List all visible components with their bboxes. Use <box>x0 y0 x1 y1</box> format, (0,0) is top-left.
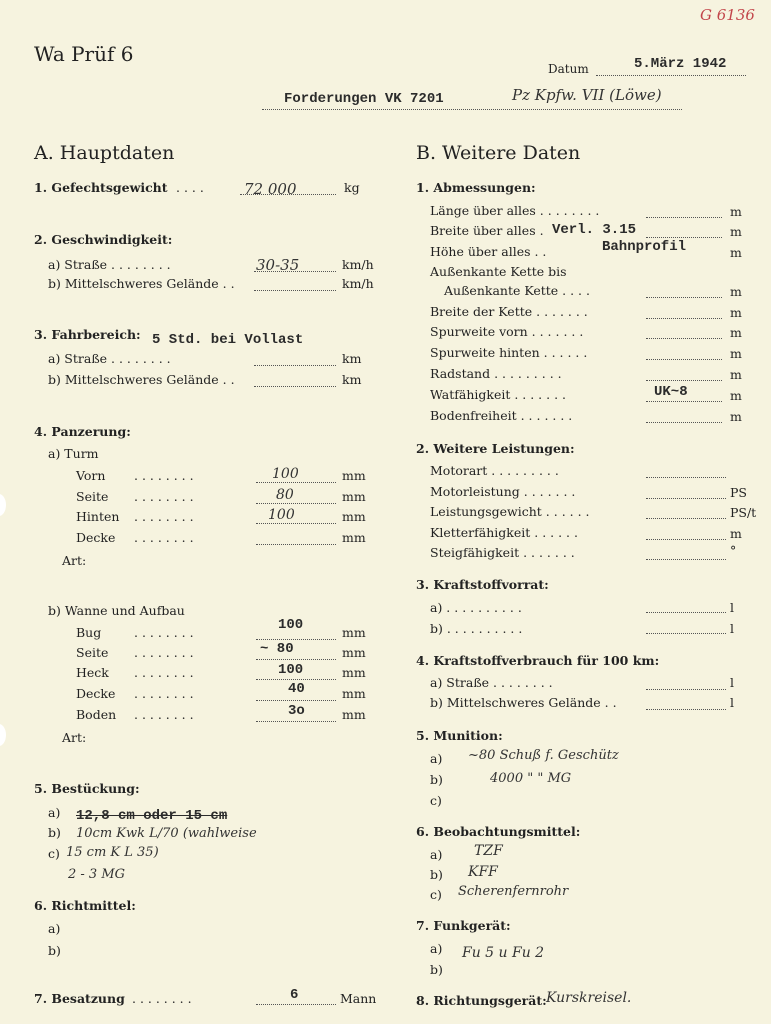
dim-wheelbase-unit: m <box>730 367 742 382</box>
armament-b-value: 10cm Kwk L/70 (wahlweise <box>76 826 257 841</box>
range-road-line <box>254 365 336 366</box>
observation-c-value: Scherenfernrohr <box>458 884 569 899</box>
aiming-a: a) <box>48 921 61 936</box>
speed-road-unit: km/h <box>342 257 374 272</box>
hull-top-line <box>256 700 336 701</box>
armor-label: 4. Panzerung: <box>34 424 131 439</box>
perf-power-line <box>646 498 726 499</box>
turret-side-value: 80 <box>276 487 294 503</box>
dim-gauge-rear-unit: m <box>730 346 742 361</box>
crew-unit: Mann <box>340 991 377 1006</box>
hull-side-label: Seite <box>76 645 109 660</box>
observation-b-value: KFF <box>468 864 498 880</box>
perf-climb-unit: m <box>730 526 742 541</box>
ammo-label: 5. Munition: <box>416 728 503 743</box>
direction-label: 8. Richtungsgerät: <box>416 993 547 1008</box>
hull-bottom-line <box>256 721 336 722</box>
turret-front-label: Vorn <box>76 468 106 483</box>
crew-dots: . . . . . . . . <box>132 991 192 1006</box>
hull-side-line <box>256 659 336 660</box>
crew-line <box>256 1004 336 1005</box>
perf-ratio-unit: PS/t <box>730 505 757 520</box>
ammo-b-value: 4000 " " MG <box>490 771 572 786</box>
dim-gauge-front-label: Spurweite vorn . . . . . . . <box>430 324 584 339</box>
dim-clearance-label: Bodenfreiheit . . . . . . . <box>430 408 573 423</box>
fuel-a: a) . . . . . . . . . . <box>430 600 522 615</box>
range-label: 3. Fahrbereich: <box>34 327 141 342</box>
hull-front-label: Bug <box>76 625 102 640</box>
dim-width-value: Verl. 3.15 <box>552 222 637 238</box>
turret-front-value: 100 <box>272 466 299 482</box>
radio-label: 7. Funkgerät: <box>416 918 511 933</box>
weight-unit: kg <box>344 180 360 195</box>
perf-engine-line <box>646 477 726 478</box>
turret-art-label: Art: <box>62 553 87 568</box>
observation-a: a) <box>430 847 443 862</box>
doc-title: Forderungen VK 7201 <box>284 91 444 107</box>
perf-power-label: Motorleistung . . . . . . . <box>430 484 576 499</box>
turret-rear-label: Hinten <box>76 509 120 524</box>
weight-label: 1. Gefechtsgewicht <box>34 180 168 195</box>
ammo-a-value: ~80 Schuß f. Geschütz <box>468 748 619 763</box>
turret-side-unit: mm <box>342 489 366 504</box>
range-terrain-unit: km <box>342 372 362 387</box>
dim-track-outer-unit: m <box>730 284 742 299</box>
speed-label: 2. Geschwindigkeit: <box>34 232 173 247</box>
perf-power-unit: PS <box>730 485 747 500</box>
dim-width-label: Breite über alles . <box>430 223 544 238</box>
dim-wheelbase-line <box>646 380 722 381</box>
armament-b-letter: b) <box>48 825 61 840</box>
punch-hole <box>0 494 6 516</box>
dim-height-unit: m <box>730 245 742 260</box>
date-value: 5.März 1942 <box>634 56 727 72</box>
weight-dots: . . . . <box>176 180 204 195</box>
consumption-terrain: b) Mittelschweres Gelände . . <box>430 695 617 710</box>
hull-bottom-value: 3o <box>288 703 305 719</box>
office-label: Wa Prüf 6 <box>34 42 134 66</box>
dim-height-value: Bahnprofil <box>602 239 687 255</box>
armament-extra: 2 - 3 MG <box>68 867 126 882</box>
date-label: Datum <box>548 62 589 76</box>
aiming-label: 6. Richtmittel: <box>34 898 136 913</box>
dim-track-outer-line <box>646 297 722 298</box>
observation-c: c) <box>430 887 442 902</box>
consumption-terrain-unit: l <box>730 695 734 710</box>
consumption-terrain-line <box>646 709 726 710</box>
hull-front-line <box>256 639 336 640</box>
consumption-road: a) Straße . . . . . . . . <box>430 675 553 690</box>
fuel-a-unit: l <box>730 600 734 615</box>
ammo-c: c) <box>430 793 442 808</box>
observation-b: b) <box>430 867 443 882</box>
dim-gauge-rear-label: Spurweite hinten . . . . . . <box>430 345 588 360</box>
fuel-a-line <box>646 612 726 613</box>
dim-clearance-line <box>646 422 722 423</box>
range-road-unit: km <box>342 351 362 366</box>
turret-side-line <box>256 503 336 504</box>
dim-fording-line <box>646 401 722 402</box>
hull-bottom-unit: mm <box>342 707 366 722</box>
speed-terrain-unit: km/h <box>342 276 374 291</box>
dim-gauge-front-unit: m <box>730 325 742 340</box>
range-road-label: a) Straße . . . . . . . . <box>48 351 171 366</box>
turret-label: a) Turm <box>48 446 99 461</box>
armament-c-value: 15 cm K L 35) <box>66 845 159 860</box>
section-b-title: B. Weitere Daten <box>416 142 581 164</box>
armament-c-letter: c) <box>48 846 60 861</box>
weight-value: 72 000 <box>244 180 297 198</box>
dim-track-outer-label: Außenkante Kette bis <box>430 264 567 279</box>
hull-side-unit: mm <box>342 645 366 660</box>
fuel-label: 3. Kraftstoffvorrat: <box>416 577 549 592</box>
perf-slope-label: Steigfähigkeit . . . . . . . <box>430 545 575 560</box>
dim-length-unit: m <box>730 204 742 219</box>
radio-value: Fu 5 u Fu 2 <box>462 945 545 961</box>
dim-track-outer-label2: Außenkante Kette . . . . <box>444 283 590 298</box>
hull-top-label: Decke <box>76 686 116 701</box>
dim-length-label: Länge über alles . . . . . . . . <box>430 203 600 218</box>
hull-art-label: Art: <box>62 730 87 745</box>
hull-front-value: 100 <box>278 617 304 633</box>
radio-a: a) <box>430 941 443 956</box>
doc-note: Pz Kpfw. VII (Löwe) <box>512 86 662 104</box>
ammo-a: a) <box>430 751 443 766</box>
range-terrain-label: b) Mittelschweres Gelände . . <box>48 372 235 387</box>
dim-fording-label: Watfähigkeit . . . . . . . <box>430 387 566 402</box>
consumption-road-line <box>646 689 726 690</box>
date-line <box>596 75 746 76</box>
archive-mark: G 6136 <box>700 6 755 24</box>
perf-climb-label: Kletterfähigkeit . . . . . . <box>430 525 578 540</box>
dim-clearance-unit: m <box>730 409 742 424</box>
perf-slope-unit: ° <box>730 543 737 558</box>
dim-width-unit: m <box>730 224 742 239</box>
range-terrain-line <box>254 386 336 387</box>
range-note: 5 Std. bei Vollast <box>152 332 304 348</box>
fuel-b-unit: l <box>730 621 734 636</box>
dim-length-line <box>646 217 722 218</box>
speed-road-label: a) Straße . . . . . . . . <box>48 257 171 272</box>
turret-front-line <box>256 482 336 483</box>
speed-road-value: 30-35 <box>256 256 300 274</box>
turret-front-unit: mm <box>342 468 366 483</box>
radio-b: b) <box>430 962 443 977</box>
hull-rear-label: Heck <box>76 665 109 680</box>
hull-top-unit: mm <box>342 686 366 701</box>
fuel-b: b) . . . . . . . . . . <box>430 621 523 636</box>
perf-slope-line <box>646 559 726 560</box>
fuel-b-line <box>646 633 726 634</box>
dim-track-width-label: Breite der Kette . . . . . . . <box>430 304 588 319</box>
hull-rear-value: 100 <box>278 662 304 678</box>
title-line <box>262 109 682 110</box>
dim-track-width-line <box>646 318 722 319</box>
hull-top-value: 40 <box>288 681 305 697</box>
consumption-road-unit: l <box>730 675 734 690</box>
ammo-b: b) <box>430 772 443 787</box>
perf-climb-line <box>646 539 726 540</box>
turret-top-line <box>256 544 336 545</box>
dim-height-label: Höhe über alles . . <box>430 244 547 259</box>
armament-a-value: 12,8 cm oder 15 cm <box>76 808 228 824</box>
speed-terrain-label: b) Mittelschweres Gelände . . <box>48 276 235 291</box>
speed-terrain-line <box>254 290 336 291</box>
dim-width-line <box>646 237 722 238</box>
section-a-title: A. Hauptdaten <box>34 142 175 164</box>
aiming-b: b) <box>48 943 61 958</box>
dim-gauge-front-line <box>646 338 722 339</box>
turret-side-label: Seite <box>76 489 109 504</box>
dim-wheelbase-label: Radstand . . . . . . . . . <box>430 366 562 381</box>
perf-ratio-label: Leistungsgewicht . . . . . . <box>430 504 590 519</box>
performance-label: 2. Weitere Leistungen: <box>416 441 575 456</box>
dim-track-width-unit: m <box>730 305 742 320</box>
crew-value: 6 <box>290 987 299 1003</box>
hull-rear-unit: mm <box>342 665 366 680</box>
dimensions-label: 1. Abmessungen: <box>416 180 536 195</box>
turret-rear-value: 100 <box>268 507 295 523</box>
direction-value: Kurskreisel. <box>546 990 632 1006</box>
hull-front-unit: mm <box>342 625 366 640</box>
turret-rear-unit: mm <box>342 509 366 524</box>
perf-engine-label: Motorart . . . . . . . . . <box>430 463 559 478</box>
observation-label: 6. Beobachtungsmittel: <box>416 824 581 839</box>
hull-label: b) Wanne und Aufbau <box>48 603 185 618</box>
turret-top-unit: mm <box>342 530 366 545</box>
hull-rear-line <box>256 679 336 680</box>
punch-hole <box>0 724 6 746</box>
dim-fording-unit: m <box>730 388 742 403</box>
armament-label: 5. Bestückung: <box>34 781 140 796</box>
hull-bottom-label: Boden <box>76 707 117 722</box>
turret-top-label: Decke <box>76 530 116 545</box>
turret-rear-line <box>256 523 336 524</box>
perf-ratio-line <box>646 518 726 519</box>
armament-a-letter: a) <box>48 805 61 820</box>
consumption-label: 4. Kraftstoffverbrauch für 100 km: <box>416 653 660 668</box>
hull-side-value: ~ 80 <box>260 641 294 657</box>
dim-gauge-rear-line <box>646 359 722 360</box>
crew-label: 7. Besatzung <box>34 991 125 1006</box>
observation-a-value: TZF <box>474 843 503 859</box>
dim-fording-value: UK~8 <box>654 384 688 400</box>
